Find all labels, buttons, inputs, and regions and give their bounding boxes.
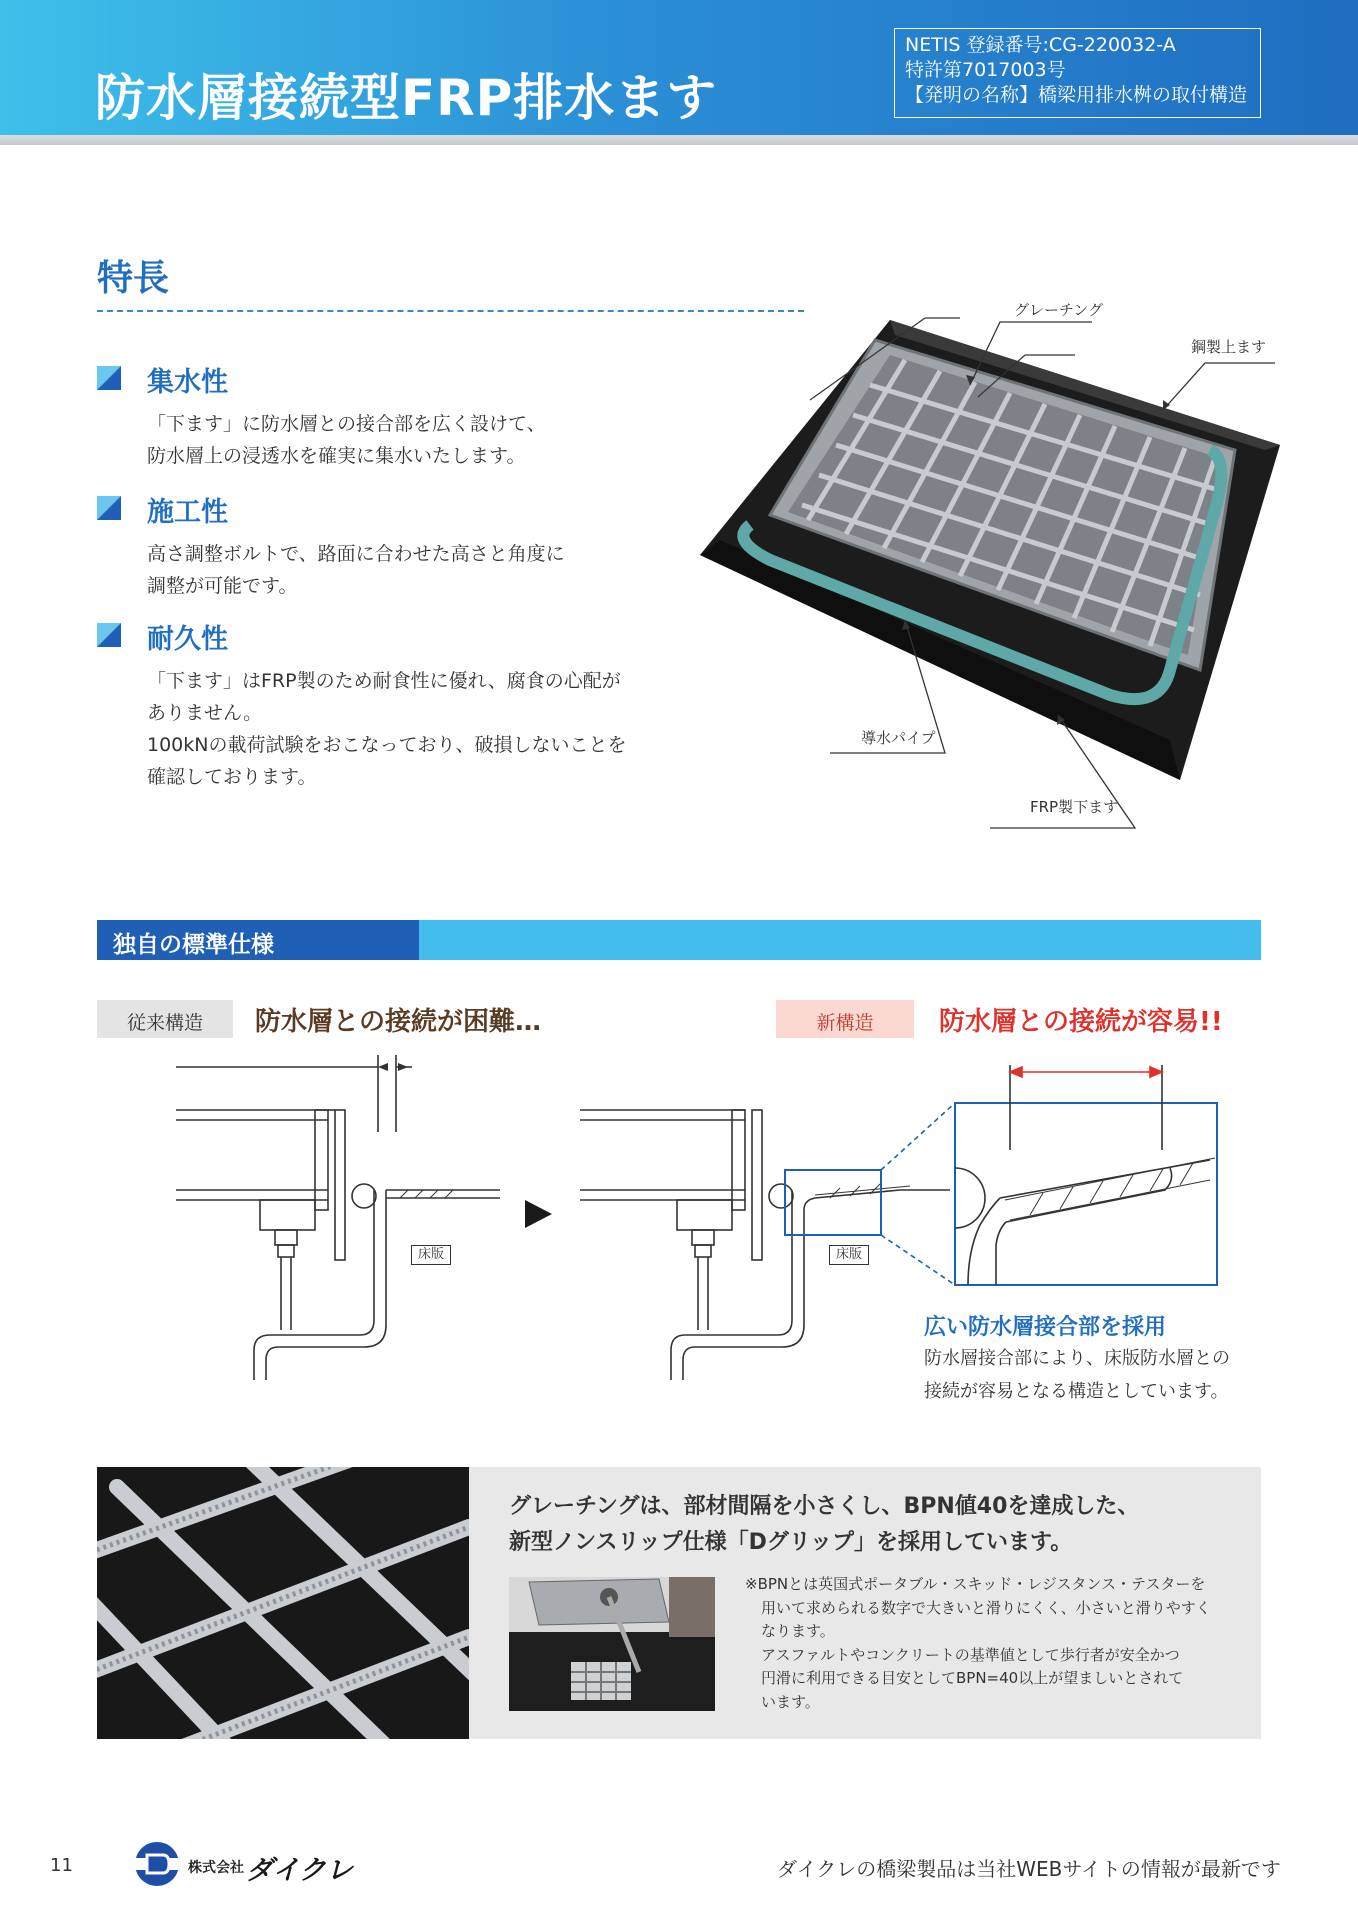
note-line: アスファルトやコンクリートの基準値として歩行者が安全かつ	[761, 1645, 1180, 1664]
note-line: ※BPNとは英国式ポータブル・スキッド・レジスタンス・テスターを	[745, 1575, 1206, 1593]
feature-line: 防水層上の浸透水を確実に集水いたします。	[147, 445, 526, 467]
spec-bar	[97, 920, 1261, 960]
old-structure-title: 防水層との接続が困難…	[255, 1007, 542, 1037]
heading-line: 新型ノンスリップ仕様「Dグリップ」を採用しています。	[509, 1530, 1073, 1555]
grating-panel-heading	[509, 1489, 1139, 1561]
label-pipe: 導水パイプ	[861, 729, 936, 747]
spec-bar-title: 独自の標準仕様	[97, 920, 419, 960]
feature-line: ありません。	[147, 702, 263, 724]
feature-line: 「下ます」はFRP製のため耐食性に優れ、腐食の心配が	[147, 670, 621, 692]
floor-label-new: 床版	[829, 1245, 869, 1265]
feature-line: 「下ます」に防水層との接合部を広く設けて、	[147, 413, 546, 435]
bpn-tester-photo	[509, 1577, 715, 1711]
company-logo-icon	[133, 1840, 181, 1888]
grating-photo	[97, 1467, 469, 1739]
feature-line: 調整が可能です。	[147, 575, 298, 597]
label-frp-lower: FRP製下ます	[1030, 798, 1119, 816]
footer-note: ダイクレの橋梁製品は当社WEBサイトの情報が最新です	[777, 1857, 1281, 1881]
feature-heading: 施工性	[147, 497, 228, 528]
company-prefix: 株式会社	[188, 1860, 244, 1876]
new-structure-note-head: 広い防水層接合部を採用	[924, 1315, 1167, 1340]
note-line: なります。	[761, 1622, 835, 1640]
feature-line: 確認しております。	[147, 766, 317, 788]
note-line: 円滑に利用できる目安としてBPN=40以上が望ましいとされて	[761, 1669, 1184, 1687]
new-structure-title: 防水層との接続が容易!!	[939, 1007, 1223, 1037]
page-title: 防水層接続型FRP排水ます	[95, 69, 718, 127]
netis-number: NETIS 登録番号:CG-220032-A	[905, 34, 1176, 56]
feature-line: 高さ調整ボルトで、路面に合わせた高さと角度に	[147, 543, 565, 565]
note-line: 接続が容易となる構造としています。	[924, 1381, 1229, 1402]
new-structure-tag: 新構造	[776, 1000, 914, 1038]
feature-heading: 耐久性	[147, 624, 228, 655]
note-line: 防水層接合部により、床版防水層との	[924, 1348, 1230, 1369]
feature-heading: 集水性	[147, 367, 228, 398]
features-title: 特長	[97, 258, 170, 299]
new-structure-note-body	[924, 1342, 1264, 1408]
label-steel-upper: 鋼製上ます	[1191, 338, 1267, 356]
note-line: 用いて求められる数字で大きいと滑りにくく、小さいと滑りやすく	[761, 1598, 1211, 1617]
label-grating: グレーチング	[1014, 301, 1103, 319]
bpn-note	[745, 1573, 1245, 1714]
heading-line: グレーチングは、部材間隔を小さくし、BPN値40を達成した、	[509, 1494, 1140, 1519]
floor-label-old: 床版	[411, 1245, 451, 1265]
page-number: 11	[50, 1855, 73, 1876]
feature-line: 100kNの載荷試験をおこなっており、破損しないことを	[147, 734, 627, 756]
old-structure-tag: 従来構造	[97, 1000, 233, 1038]
note-line: います。	[761, 1692, 820, 1711]
patent-number: 特許第7017003号	[905, 59, 1066, 81]
grating-panel	[97, 1467, 1261, 1739]
invention-name: 【発明の名称】橋梁用排水桝の取付構造	[905, 84, 1248, 106]
company-name: ダイクレ	[246, 1855, 353, 1886]
